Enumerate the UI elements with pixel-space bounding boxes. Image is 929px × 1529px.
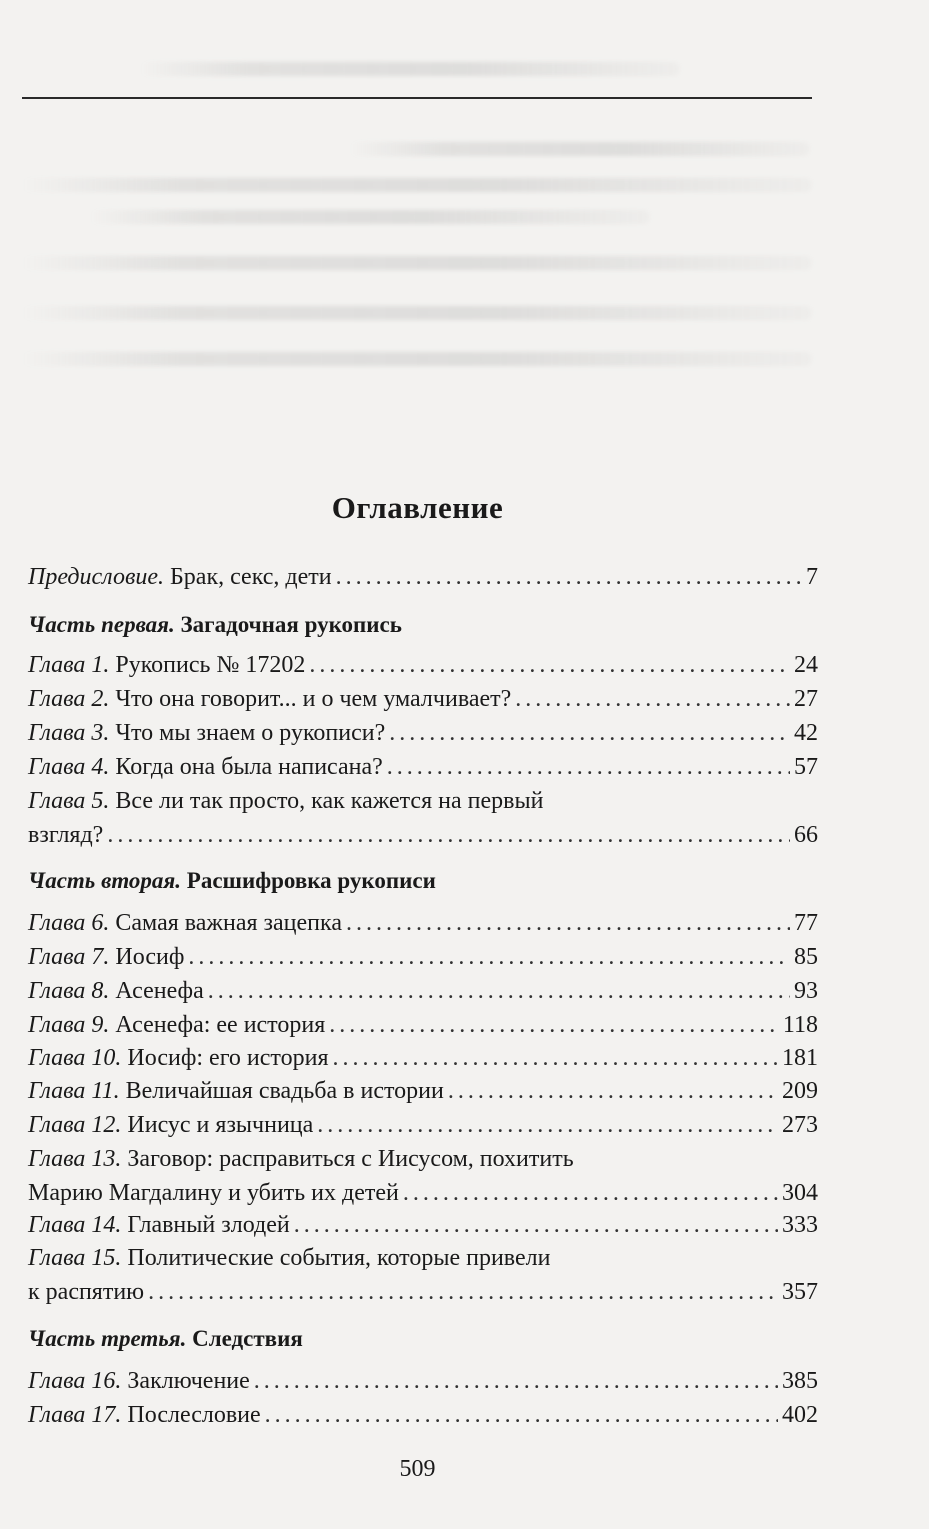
entry-title: Что она говорит... и о чем умалчивает? (109, 686, 512, 712)
leader-dots (309, 648, 790, 682)
entry-prefix: Глава 11. (28, 1078, 120, 1104)
leader-dots (389, 716, 790, 750)
entry-title: Брак, секс, дети (164, 564, 332, 590)
header-rule (22, 97, 812, 99)
toc-entry-chapter-12 (28, 1108, 818, 1142)
leader-dots (403, 1176, 778, 1210)
entry-prefix: Глава 17. (28, 1402, 122, 1428)
show-through-line (90, 210, 650, 224)
part-title: Загадочная рукопись (174, 612, 402, 637)
entry-page: 357 (782, 1279, 818, 1305)
entry-title: Когда она была написана? (109, 754, 383, 780)
entry-title: Что мы знаем о рукописи? (109, 720, 386, 746)
part-prefix: Часть вторая. (28, 868, 182, 893)
entry-page: 93 (794, 978, 818, 1004)
show-through-line (22, 178, 812, 192)
entry-prefix: Глава 2. (28, 686, 110, 712)
entry-page: 402 (782, 1402, 818, 1428)
entry-page: 209 (782, 1078, 818, 1104)
show-through-area (0, 0, 929, 440)
entry-prefix: Глава 3. (28, 720, 110, 746)
entry-page: 273 (782, 1112, 818, 1138)
toc-entry-chapter-13 (28, 1142, 818, 1210)
part-heading-1 (28, 612, 402, 638)
entry-page: 57 (794, 754, 818, 780)
part-title: Следствия (186, 1326, 303, 1351)
toc-entry-chapter-15 (28, 1241, 818, 1309)
leader-dots (317, 1108, 778, 1142)
entry-title: Иосиф (109, 944, 185, 970)
entry-page: 333 (782, 1212, 818, 1238)
entry-title: Асенефа (109, 978, 204, 1004)
toc-entry-chapter-14 (28, 1208, 818, 1242)
entry-title: Иисус и язычница (121, 1112, 314, 1138)
leader-dots (188, 940, 790, 974)
entry-page: 304 (782, 1180, 818, 1206)
toc-entry-chapter-1 (28, 648, 818, 682)
entry-prefix: Глава 7. (28, 944, 110, 970)
entry-title: Политические события, которые привели (121, 1245, 551, 1271)
show-through-line (350, 142, 810, 156)
show-through-line (22, 352, 812, 366)
toc-entry-chapter-10 (28, 1041, 818, 1075)
leader-dots (387, 750, 790, 784)
entry-title-continued: к распятию (28, 1279, 145, 1305)
entry-title: Самая важная зацепка (109, 910, 342, 936)
part-prefix: Часть первая. (28, 612, 175, 637)
leader-dots (346, 906, 790, 940)
show-through-line (22, 306, 812, 320)
entry-title-continued: Марию Магдалину и убить их детей (28, 1180, 399, 1206)
toc-entry-chapter-8 (28, 974, 818, 1008)
entry-page: 7 (806, 564, 818, 590)
entry-prefix: Глава 8. (28, 978, 110, 1004)
entry-title: Заключение (121, 1368, 250, 1394)
entry-page: 181 (782, 1045, 818, 1071)
toc-entry-chapter-7 (28, 940, 818, 974)
entry-prefix: Глава 13. (28, 1146, 122, 1172)
entry-page: 24 (794, 652, 818, 678)
entry-prefix: Глава 15. (28, 1245, 122, 1271)
entry-prefix: Глава 5. (28, 788, 110, 814)
entry-page: 77 (794, 910, 818, 936)
entry-prefix: Глава 1. (28, 652, 110, 678)
toc-entry-chapter-3 (28, 716, 818, 750)
leader-dots (336, 560, 802, 594)
entry-page: 42 (794, 720, 818, 746)
leader-dots (254, 1364, 778, 1398)
entry-prefix: Глава 10. (28, 1045, 122, 1071)
show-through-line (140, 62, 680, 76)
toc-entry-chapter-17 (28, 1398, 818, 1432)
entry-title-continued: взгляд? (28, 822, 104, 848)
leader-dots (294, 1208, 778, 1242)
leader-dots (208, 974, 790, 1008)
part-title: Расшифровка рукописи (181, 868, 436, 893)
entry-prefix: Предисловие. (28, 564, 165, 590)
toc-entry-chapter-9 (28, 1008, 818, 1042)
entry-title: Иосиф: его история (121, 1045, 329, 1071)
part-heading-3 (28, 1326, 303, 1352)
part-heading-2 (28, 868, 436, 894)
entry-prefix: Глава 16. (28, 1368, 122, 1394)
entry-page: 66 (794, 822, 818, 848)
entry-title: Послесловие (121, 1402, 261, 1428)
entry-page: 118 (782, 1012, 818, 1038)
entry-prefix: Глава 6. (28, 910, 110, 936)
toc-entry-chapter-5 (28, 784, 818, 852)
entry-prefix: Глава 14. (28, 1212, 122, 1238)
leader-dots (107, 818, 790, 852)
leader-dots (515, 682, 790, 716)
part-prefix: Часть третья. (28, 1326, 187, 1351)
entry-page: 27 (794, 686, 818, 712)
entry-title: Главный злодей (121, 1212, 290, 1238)
toc-entry-chapter-4 (28, 750, 818, 784)
toc-entry-chapter-6 (28, 906, 818, 940)
entry-title: Заговор: расправиться с Иисусом, похитить (121, 1146, 574, 1172)
toc-entry-chapter-11 (28, 1074, 818, 1108)
entry-prefix: Глава 9. (28, 1012, 110, 1038)
toc-entry-chapter-2 (28, 682, 818, 716)
entry-title: Все ли так просто, как кажется на первый (109, 788, 544, 814)
entry-prefix: Глава 4. (28, 754, 110, 780)
entry-page: 85 (794, 944, 818, 970)
entry-title: Величайшая свадьба в истории (119, 1078, 444, 1104)
leader-dots (148, 1275, 778, 1309)
leader-dots (448, 1074, 778, 1108)
show-through-line (22, 256, 812, 270)
toc-title: Оглавление (331, 490, 504, 525)
leader-dots (265, 1398, 778, 1432)
entry-title: Асенефа: ее история (109, 1012, 326, 1038)
toc-entry-preface (28, 560, 818, 594)
leader-dots (332, 1041, 778, 1075)
entry-prefix: Глава 12. (28, 1112, 122, 1138)
entry-title: Рукопись № 17202 (109, 652, 306, 678)
toc-entry-chapter-16 (28, 1364, 818, 1398)
page-number: 509 (399, 1456, 436, 1482)
leader-dots (329, 1008, 779, 1042)
entry-page: 385 (782, 1368, 818, 1394)
